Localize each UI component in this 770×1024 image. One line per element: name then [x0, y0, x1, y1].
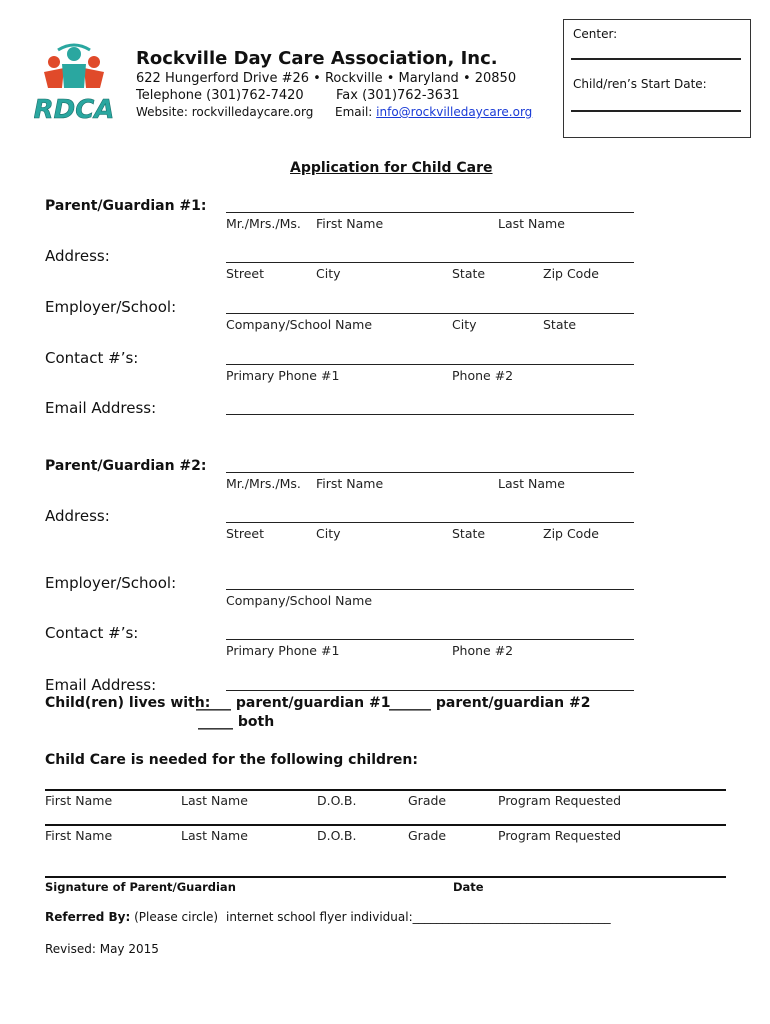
lives-with-opt1[interactable]: _____ parent/guardian #1: [196, 695, 391, 711]
start-date-label: Child/ren’s Start Date:: [573, 77, 707, 91]
pg2-contact-field[interactable]: [226, 639, 634, 640]
child1-line[interactable]: [45, 789, 726, 791]
pg2-phone2-sub: Phone #2: [452, 643, 514, 658]
child2-first-sub: First Name: [45, 828, 113, 843]
pg2-address-label: Address:: [45, 507, 110, 525]
pg1-title-sub: Mr./Mrs./Ms.: [226, 216, 301, 231]
pg1-state-sub: State: [452, 266, 486, 281]
referred-hint: (Please circle): [134, 910, 219, 924]
signature-label: Signature of Parent/Guardian: [45, 880, 236, 894]
pg2-city-sub: City: [316, 526, 341, 541]
child2-grade-sub: Grade: [408, 828, 447, 843]
pg2-email-field[interactable]: [226, 690, 634, 691]
pg1-employer-label: Employer/School:: [45, 298, 177, 316]
pg2-last-sub: Last Name: [498, 476, 565, 491]
org-website: Website: rockvilledaycare.org: [136, 105, 314, 119]
pg1-zip-sub: Zip Code: [543, 266, 599, 281]
svg-text:RDCA: RDCA: [34, 95, 114, 124]
pg2-company-sub: Company/School Name: [226, 593, 373, 608]
child2-line[interactable]: [45, 824, 726, 826]
pg1-contact-label: Contact #’s:: [45, 349, 139, 367]
form-title: Application for Child Care: [290, 160, 493, 176]
child1-grade-sub: Grade: [408, 793, 447, 808]
pg2-employer-field[interactable]: [226, 589, 634, 590]
pg1-email-label: Email Address:: [45, 399, 157, 417]
pg1-emp-state-sub: State: [543, 317, 577, 332]
pg2-contact-label: Contact #’s:: [45, 624, 139, 642]
lives-with-label: Child(ren) lives with:: [45, 695, 211, 711]
pg1-label: Parent/Guardian #1:: [45, 198, 207, 214]
pg1-emp-city-sub: City: [452, 317, 477, 332]
referred-options[interactable]: internet school flyer individual:_________________________________: [226, 910, 611, 924]
children-heading: Child Care is needed for the following children:: [45, 752, 418, 768]
child1-first-sub: First Name: [45, 793, 113, 808]
pg1-street-sub: Street: [226, 266, 264, 281]
pg2-address-field[interactable]: [226, 522, 634, 523]
center-label: Center:: [573, 27, 618, 41]
lives-with-opt2[interactable]: ______ parent/guardian #2: [389, 695, 591, 711]
center-field[interactable]: [571, 58, 741, 60]
pg1-company-sub: Company/School Name: [226, 317, 373, 332]
pg1-last-sub: Last Name: [498, 216, 565, 231]
org-address: 622 Hungerford Drive #26 • Rockville • Maryland • 20850: [136, 71, 517, 86]
lives-with-opt3[interactable]: _____ both: [198, 714, 275, 730]
pg2-name-field[interactable]: [226, 472, 634, 473]
pg1-city-sub: City: [316, 266, 341, 281]
pg2-state-sub: State: [452, 526, 486, 541]
child2-dob-sub: D.O.B.: [317, 828, 357, 843]
rdca-logo: [34, 42, 114, 124]
child2-last-sub: Last Name: [181, 828, 248, 843]
pg2-employer-label: Employer/School:: [45, 574, 177, 592]
child1-program-sub: Program Requested: [498, 793, 622, 808]
date-label: Date: [453, 880, 484, 894]
email-label: Email:: [335, 105, 377, 119]
pg2-phone1-sub: Primary Phone #1: [226, 643, 340, 658]
signature-line[interactable]: [45, 876, 726, 878]
org-telephone: Telephone (301)762-7420: [136, 88, 304, 103]
pg1-contact-field[interactable]: [226, 364, 634, 365]
pg2-label: Parent/Guardian #2:: [45, 458, 207, 474]
pg1-phone1-sub: Primary Phone #1: [226, 368, 340, 383]
pg1-address-field[interactable]: [226, 262, 634, 263]
pg2-first-sub: First Name: [316, 476, 384, 491]
pg1-first-sub: First Name: [316, 216, 384, 231]
revised-note: Revised: May 2015: [45, 942, 159, 956]
pg1-phone2-sub: Phone #2: [452, 368, 514, 383]
start-date-field[interactable]: [571, 110, 741, 112]
pg1-employer-field[interactable]: [226, 313, 634, 314]
child1-last-sub: Last Name: [181, 793, 248, 808]
child2-program-sub: Program Requested: [498, 828, 622, 843]
pg1-name-field[interactable]: [226, 212, 634, 213]
email-link[interactable]: info@rockvilledaycare.org: [376, 105, 533, 119]
org-fax: Fax (301)762-3631: [336, 88, 460, 103]
org-email: [335, 105, 532, 119]
referred-row: [45, 910, 218, 924]
referred-label: Referred By:: [45, 910, 131, 924]
pg2-zip-sub: Zip Code: [543, 526, 599, 541]
pg2-title-sub: Mr./Mrs./Ms.: [226, 476, 301, 491]
pg1-email-field[interactable]: [226, 414, 634, 415]
pg2-email-label: Email Address:: [45, 676, 157, 694]
pg2-street-sub: Street: [226, 526, 264, 541]
pg1-address-label: Address:: [45, 247, 110, 265]
child1-dob-sub: D.O.B.: [317, 793, 357, 808]
org-name: Rockville Day Care Association, Inc.: [136, 48, 498, 69]
